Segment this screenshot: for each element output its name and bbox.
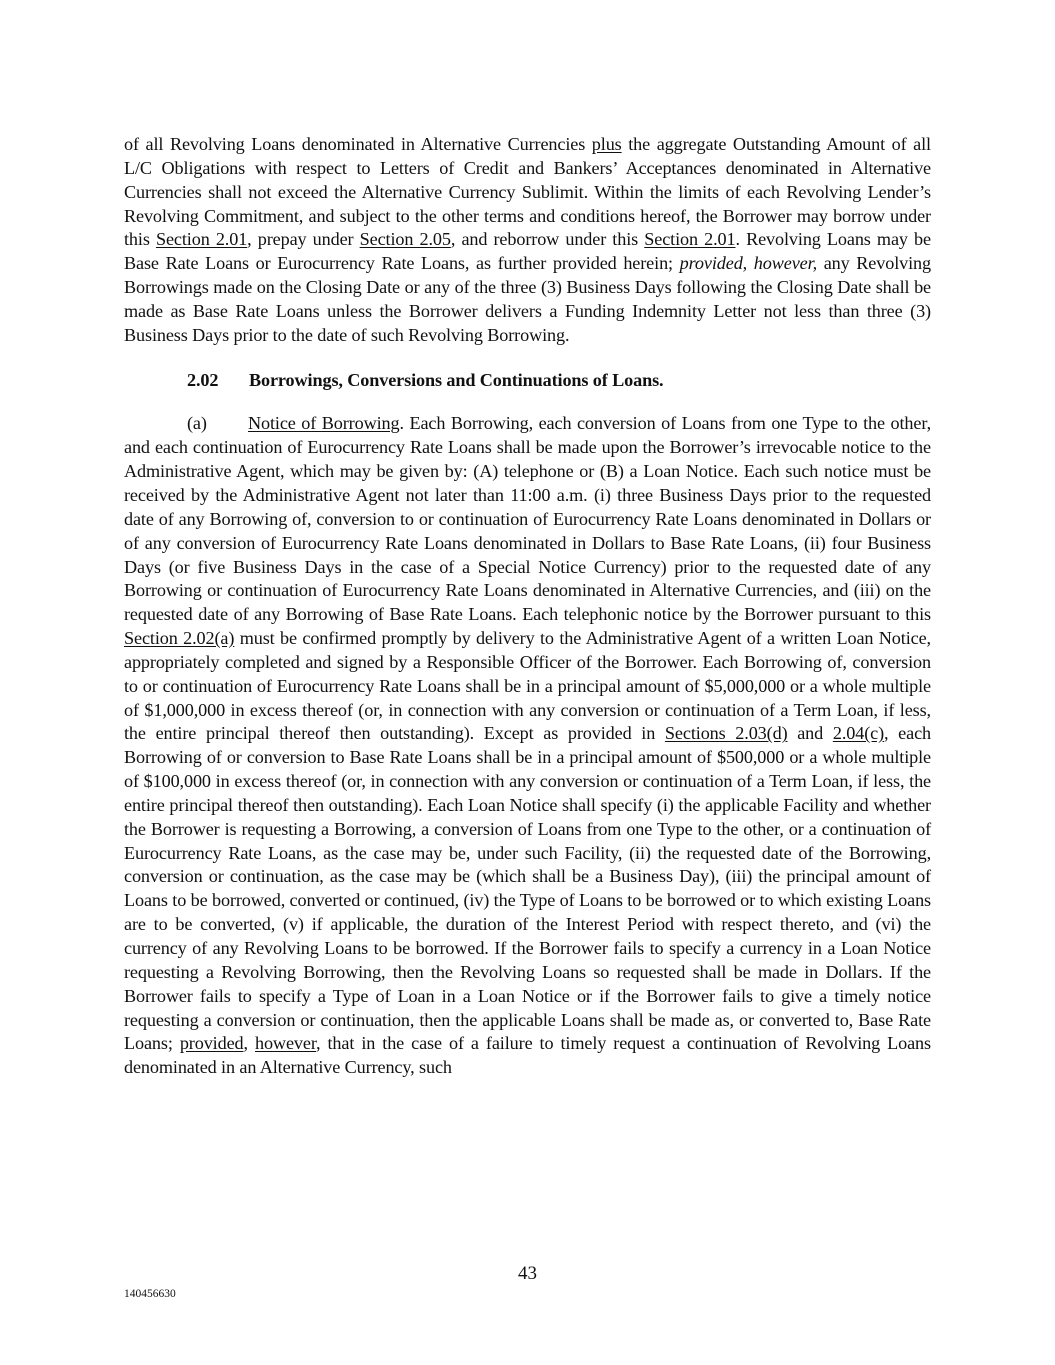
text-run: of all Revolving Loans denominated in Alternative Currencies: [124, 134, 592, 154]
cross-reference-section-2-05: Section 2.05: [359, 229, 451, 250]
underlined-term-plus: plus: [591, 134, 622, 154]
text-run: ,: [243, 1033, 255, 1054]
cross-reference-section-2-04c: 2.04(c): [832, 723, 885, 744]
clause-label: (a): [187, 413, 207, 434]
page-number: 43: [518, 1263, 537, 1284]
cross-reference-section-2-02a: Section 2.02(a): [124, 628, 235, 649]
section-title: Borrowings, Conversions and Continuations of Loans.: [249, 369, 664, 390]
paragraph-notice-of-borrowing: [124, 412, 931, 1080]
italic-proviso: provided, however,: [679, 253, 817, 274]
paragraph-2-01-continuation: [124, 133, 931, 348]
text-run: any Revolving Borrowings made on the Closing Date or any of the three (3) Business Days following the Closing Date shall be made as Base Rate Loans unless the Borrower delivers a Funding Indemnity Letter not less than three (3) Business Days prior to the date of such Revolving Borrowing.: [124, 253, 931, 345]
text-run: , each Borrowing of or conversion to Base Rate Loans shall be in a principal amount of $500,000 or a whole multiple of $100,000 in excess thereof (or, in connection with any conversion or continuation of a Term Loan, if less, the entire principal thereof then outstanding). Each Loan Notice shall specify (i) the applicable Facility and whether the Borrower is requesting a Borrowing, a conversion of Loans from one Type to the other, or a continuation of Eurocurrency Rate Loans, as the case may be, under such Facility, (ii) the requested date of the Borrowing, conversion or continuation, as the case may be (which shall be a Business Day), (iii) the principal amount of Loans to be borrowed, converted or continued, (iv) the Type of Loans to be borrowed or to which existing Loans are to be converted, (v) if applicable, the duration of the Interest Period with respect thereto, and (vi) the currency of any Revolving Loans to be borrowed. If the Borrower fails to specify a currency in a Loan Notice requesting a Revolving Borrowing, then the Revolving Loans so requested shall be made in Dollars. If the Borrower fails to specify a Type of Loan in a Loan Notice or if the Borrower fails to give a timely notice requesting a conversion or continuation, then the applicable Loans shall be made as, or converted to, Base Rate Loans;: [124, 723, 932, 1054]
text-run: must be confirmed promptly by delivery to the Administrative Agent of a written Loan Notice, appropriately completed and signed by a Responsible Officer of the Borrower. Each Borrowing of, conversion to or continuation of Eurocurrency Rate Loans shall be in a principal amount of $5,000,000 or a whole multiple of $1,000,000 in excess thereof (or, in connection with any conversion or continuation of a Term Loan, if less, the entire principal thereof then outstanding). Except as provided in: [124, 628, 931, 744]
text-run: , that in the case of a failure to timely request a continuation of Revolving Loans denominated in an Alternative Currency, such: [124, 1033, 931, 1078]
section-heading: [124, 369, 931, 393]
cross-reference-section-2-01: Section 2.01: [155, 229, 248, 250]
underlined-term-however: however: [254, 1033, 317, 1054]
text-run: . Revolving Loans may be Base Rate Loans or Eurocurrency Rate Loans, as further provided herein;: [124, 229, 931, 274]
text-run: and: [787, 723, 833, 744]
underlined-term-provided: provided: [179, 1033, 244, 1054]
text-run: the aggregate Outstanding Amount of all L/C Obligations with respect to Letters of Credit and Bankers’ Acceptances denominated in Alternative Currencies shall not exceed the Alternative Currency Sublimit. Within the limits of each Revolving Lender’s Revolving Commitment, and subject to the other terms and conditions hereof, the Borrower may borrow under this: [124, 134, 931, 250]
clause-title: Notice of Borrowing: [248, 413, 400, 434]
text-run: , prepay under: [247, 229, 360, 250]
cross-reference-section-2-03d: Sections 2.03(d): [664, 723, 788, 744]
text-run: , and reborrow under this: [450, 229, 645, 250]
document-id: 140456630: [124, 1288, 176, 1300]
section-number: 2.02: [187, 369, 219, 390]
document-page: [124, 133, 931, 1080]
text-run: . Each Borrowing, each conversion of Loans from one Type to the other, and each continuation of Eurocurrency Rate Loans shall be made upon the Borrower’s irrevocable notice to the Administrative Agent, which may be given by: (A) telephone or (B) a Loan Notice. Each such notice must be received by the Administrative Agent not later than 11:00 a.m. (i) three Business Days prior to the requested date of any Borrowing of, conversion to or continuation of Eurocurrency Rate Loans denominated in Dollars or of any conversion of Eurocurrency Rate Loans denominated in Dollars to Base Rate Loans, (ii) four Business Days (or five Business Days in the case of a Special Notice Currency) prior to the requested date of any Borrowing or continuation of Eurocurrency Rate Loans denominated in Alternative Currencies, and (iii) on the requested date of any Borrowing of Base Rate Loans. Each telephonic notice by the Borrower pursuant to this: [124, 413, 931, 625]
cross-reference-section-2-01: Section 2.01: [644, 229, 736, 250]
